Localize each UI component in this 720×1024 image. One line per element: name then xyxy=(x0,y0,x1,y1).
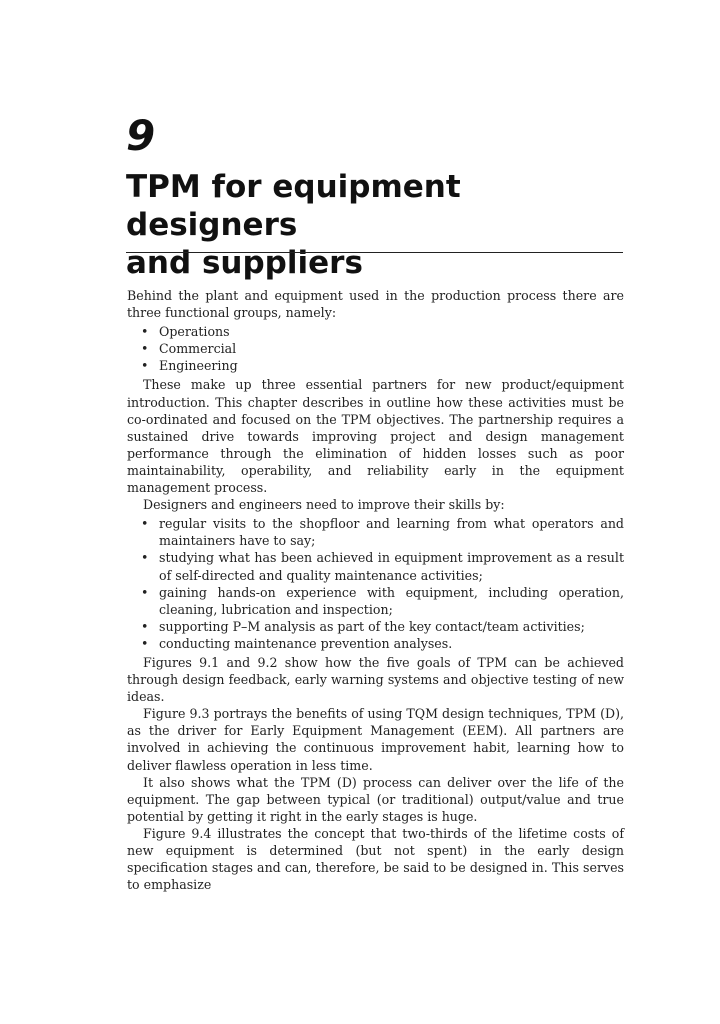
partners-paragraph: These make up three essential partners for new product/equipment introduction. This chapter describes in outline how these activities must be co-ordinated and focused on the TPM objectives. The partnership requires a sustained drive towards improving project and design management performance through the elimination of hidden losses such as poor maintainability, operability, and reliability early in the equipment management process. xyxy=(127,377,624,496)
list-item-text: studying what has been achieved in equipment improvement as a result of self-directed and quality maintenance activities; xyxy=(159,550,624,583)
tpm-d-process-paragraph: It also shows what the TPM (D) process can deliver over the life of the equipment. The gap between typical (or traditional) output/value and true potential by getting it right in the early stages is huge. xyxy=(127,774,624,824)
list-item-text: conducting maintenance prevention analyses. xyxy=(159,635,453,651)
list-item-text: gaining hands-on experience with equipment, including operation, cleaning, lubrication and inspection; xyxy=(159,584,624,617)
list-item xyxy=(127,323,624,340)
chapter-title-line-1: TPM for equipment designers xyxy=(126,169,461,243)
list-item xyxy=(127,549,624,583)
figure-9-4-paragraph: Figure 9.4 illustrates the concept that two-thirds of the lifetime costs of new equipment is determined (but not spent) in the early design specification stages and can, therefore, be said to be designed in. This serves to emphasize xyxy=(127,825,624,893)
figure-9-3-paragraph: Figure 9.3 portrays the benefits of using TQM design techniques, TPM (D), as the driver for Early Equipment Management (EEM). All partners are involved in achieving the continuous improvement habit, learning how to deliver flawless operation in less time. xyxy=(127,706,624,773)
bullet-icon: • xyxy=(141,358,149,374)
list-item xyxy=(127,515,624,549)
title-divider xyxy=(126,252,623,253)
list-item-text: Operations xyxy=(159,324,230,340)
bullet-icon: • xyxy=(141,635,149,651)
bullet-icon: • xyxy=(141,618,149,634)
list-item xyxy=(127,340,624,357)
intro-paragraph: Behind the plant and equipment used in the production process there are three functional groups, namely: xyxy=(127,288,624,321)
chapter-title-line-2: and suppliers xyxy=(126,245,363,281)
skills-intro-paragraph: Designers and engineers need to improve their skills by: xyxy=(143,497,505,513)
list-item xyxy=(127,618,624,635)
list-item-text: supporting P–M analysis as part of the key contact/team activities; xyxy=(159,618,585,634)
bullet-icon: • xyxy=(141,516,149,532)
list-item-text: Commercial xyxy=(159,341,237,357)
list-item-text: Engineering xyxy=(159,358,238,374)
bullet-icon: • xyxy=(141,341,149,357)
list-item xyxy=(127,584,624,618)
bullet-icon: • xyxy=(141,324,149,340)
list-item xyxy=(127,357,624,374)
chapter-title xyxy=(126,168,626,282)
list-item-text: regular visits to the shopfloor and learning from what operators and maintainers have to say; xyxy=(159,516,624,549)
skills-list xyxy=(127,515,624,652)
list-item xyxy=(127,635,624,652)
bullet-icon: • xyxy=(141,550,149,566)
chapter-number: 9 xyxy=(126,111,156,160)
bullet-icon: • xyxy=(141,584,149,600)
figures-paragraph: Figures 9.1 and 9.2 show how the five goals of TPM can be achieved through design feedback, early warning systems and objective testing of new ideas. xyxy=(127,654,624,705)
chapter-body xyxy=(127,287,624,893)
functional-groups-list xyxy=(127,323,624,374)
